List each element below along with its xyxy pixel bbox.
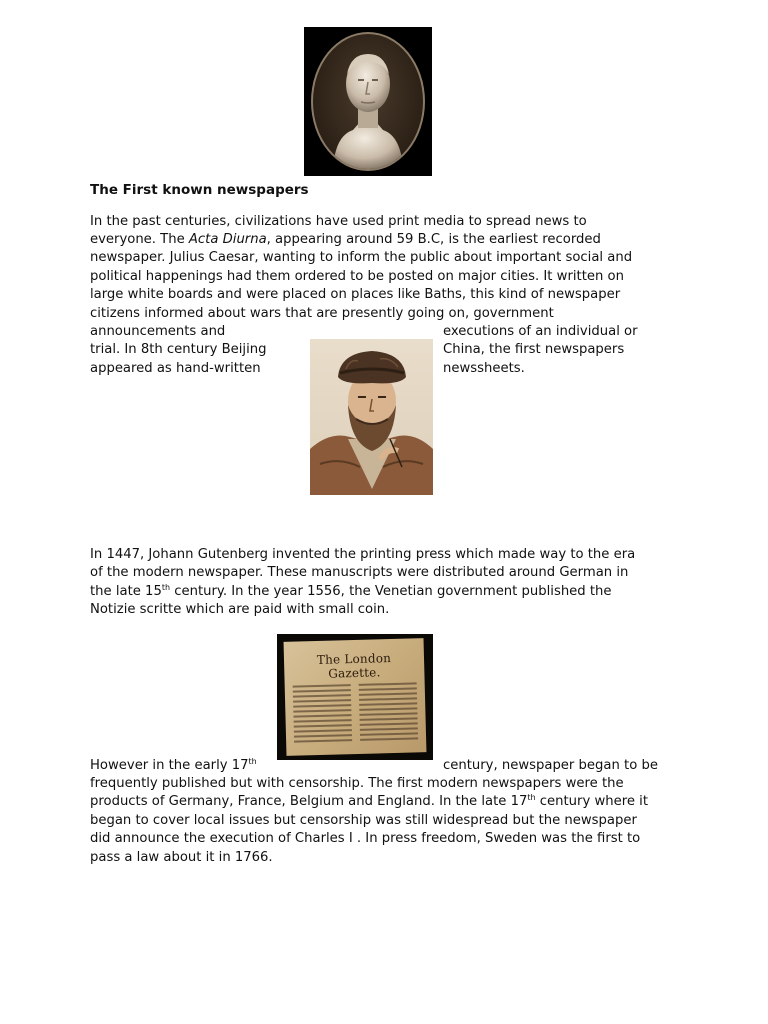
engraved-portrait-icon (310, 339, 433, 495)
paragraph-3-line-4: began to cover local issues but censorship was still widespread but the newspaper (90, 813, 637, 828)
paragraph-1-line-5: large white boards and were placed on places like Baths, this kind of newspaper (90, 287, 621, 302)
paragraph-1-line-7-right: executions of an individual or (443, 324, 638, 339)
paragraph-2-line-2: of the modern newspaper. These manuscripts were distributed around German in (90, 565, 629, 580)
paragraph-3-line-1-right: century, newspaper began to be (443, 758, 658, 773)
paragraph-1-line-7-left: announcements and (90, 324, 226, 339)
bust-drawing (313, 34, 423, 169)
newspaper-icon (284, 638, 427, 756)
paragraph-3-line-6: pass a law about it in 1766. (90, 850, 273, 865)
paragraph-1-line-9-right: newssheets. (443, 361, 525, 376)
gazette-column-right (359, 682, 419, 747)
paragraph-3-line-3 (90, 793, 648, 811)
gazette-masthead: The London Gazette. (316, 651, 392, 681)
london-gazette-image (277, 634, 433, 760)
paragraph-2-line-3 (90, 583, 612, 601)
text-run: century where it (535, 794, 648, 809)
paragraph-3-line-5: did announce the execution of Charles I . In press freedom, Sweden was the first to (90, 831, 641, 846)
text-run: century. In the year 1556, the Venetian government published the (170, 584, 612, 599)
paragraph-1-line-4: political happenings had them ordered to be posted on major cities. It written on (90, 269, 624, 284)
text-run: products of Germany, France, Belgium and England. In the late 17 (90, 794, 528, 809)
paragraph-3-line-1-left (90, 757, 257, 775)
text-run: everyone. The (90, 232, 189, 247)
page-title: The First known newspapers (90, 182, 309, 198)
text-run: the late 15 (90, 584, 162, 599)
bust-portrait-icon (311, 32, 425, 171)
text-run: However in the early 17 (90, 758, 249, 773)
paragraph-2-line-4: Notizie scritte which are paid with small coin. (90, 602, 390, 617)
paragraph-2-line-1: In 1447, Johann Gutenberg invented the printing press which made way to the era (90, 547, 636, 562)
superscript: th (248, 757, 257, 766)
superscript: th (527, 793, 536, 802)
paragraph-1-line-2 (90, 231, 601, 249)
paragraph-1-line-1: In the past centuries, civilizations have used print media to spread news to (90, 214, 587, 229)
julius-caesar-bust-image (304, 27, 432, 176)
paragraph-1-line-3: newspaper. Julius Caesar, wanting to inform the public about important social and (90, 250, 633, 265)
paragraph-1-line-9-left: appeared as hand-written (90, 361, 261, 376)
superscript: th (161, 583, 171, 592)
paragraph-1-line-8-left: trial. In 8th century Beijing (90, 342, 267, 357)
paragraph-3-line-2: frequently published but with censorship. The first modern newspapers were the (90, 776, 624, 791)
paragraph-1-line-8-right: China, the first newspapers (443, 342, 625, 357)
text-run: , appearing around 59 B.C, is the earliest recorded (266, 232, 601, 247)
gazette-column-left (293, 684, 353, 749)
paragraph-1-line-6: citizens informed about wars that are presently going on, government (90, 306, 554, 321)
johann-gutenberg-portrait-image (310, 339, 433, 495)
acta-diurna-italic: Acta Diurna (188, 232, 267, 247)
